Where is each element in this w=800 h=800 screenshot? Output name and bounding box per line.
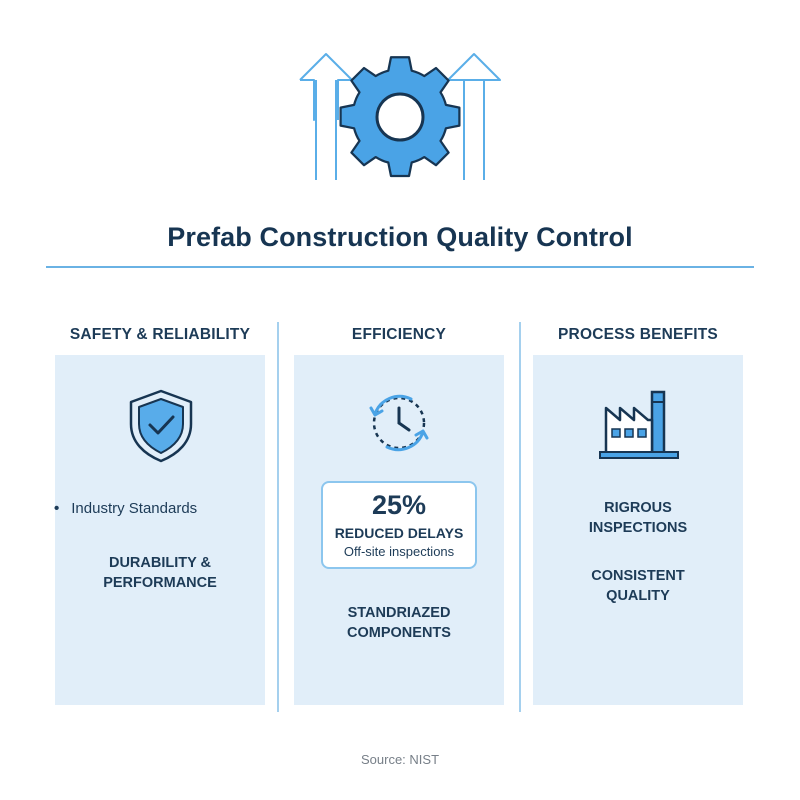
stat-card-reduced-delays [321,481,477,569]
label-standardized-components: STANDRIAZED COMPONENTS [347,605,451,641]
column-divider [519,322,521,712]
bullet-industry-standards [54,500,254,517]
column-heading-process: PROCESS BENEFITS [558,326,718,343]
gear-icon [341,57,460,176]
factory-icon [598,386,680,462]
title-underline [46,266,754,268]
source-note: Source: NIST [360,752,440,767]
shield-check-icon [126,388,196,464]
bullet-dot: • [54,500,60,517]
clock-refresh-icon [359,388,439,458]
page-title: Prefab Construction Quality Control [167,222,633,252]
column-heading-safety: SAFETY & RELIABILITY [69,326,251,343]
stat-label: REDUCED DELAYS [334,525,464,541]
column-heading-efficiency: EFFICIENCY [351,326,447,343]
bullet-text: Industry Standards [71,500,198,517]
stat-subtext: Off-site inspections [343,544,455,559]
label-durability-performance: DURABILITY & PERFORMANCE [103,555,217,591]
column-divider [277,322,279,712]
label-consistent-quality: CONSISTENT QUALITY [591,568,685,604]
hero-gear-arrows-icon [280,40,520,190]
label-rigorous-inspections: RIGROUS INSPECTIONS [588,500,688,536]
stat-value: 25% [371,490,427,520]
